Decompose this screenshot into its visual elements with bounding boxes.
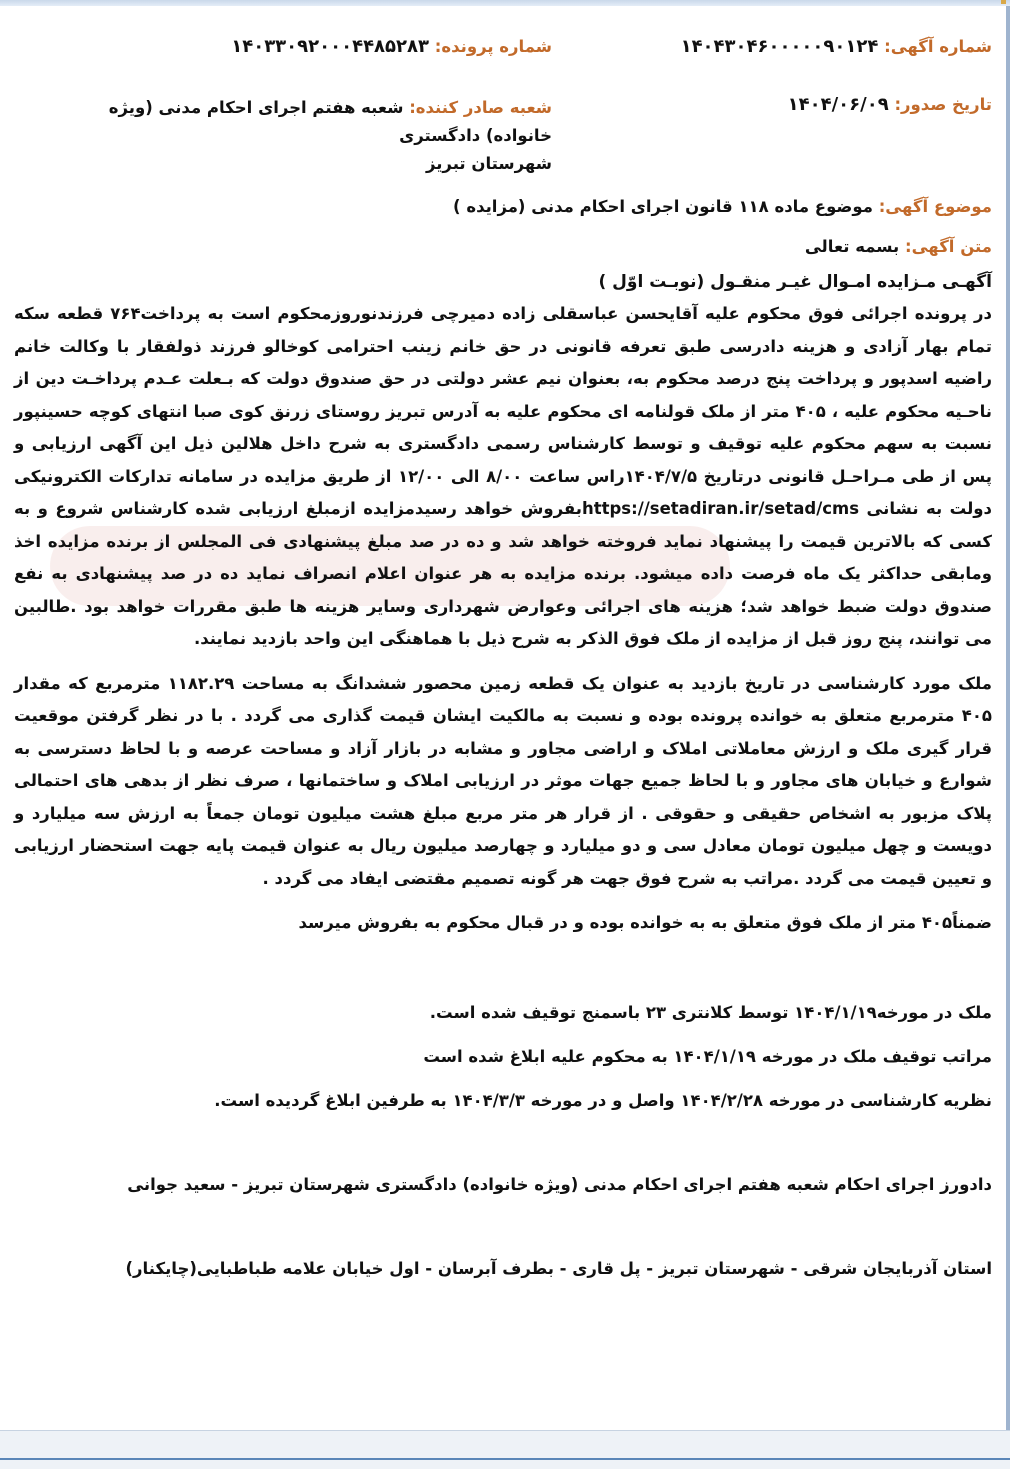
subject-value: موضوع ماده ۱۱۸ قانون اجرای احکام مدنی (مزایده ): [453, 197, 873, 216]
body-label-row: [14, 232, 992, 262]
seizure-line-3: نظریه کارشناسی در مورخه ۱۴۰۴/۲/۲۸ واصل و در مورخه ۱۴۰۴/۳/۳ به طرفین ابلاغ گردیده است.: [214, 1090, 992, 1110]
paragraph1-text-b: بفروش خواهد رسیدمزایده ازمبلغ ارزیابی شده کارشناس شروع و به کسی که بالاترین قیمت را پیشنهاد نماید فروخته خواهد شد و ده در صد مبلغ پیشنهادی فی المجلس از برنده مزایده اخذ ومابقی حداکثر یک ماه فرصت داده میشود. برنده مزایده به هر عنوان اعلام انصراف نماید ده در صد پیشنهادی به نفع صندوق دولت ضبط خواهد شد؛ هزینه های اجرائی وعوارض شهرداری وسایر هزینه ها طبق مقررات خواهد بود .طالبین می توانند، پنج روز قبل از مزایده از ملک فوق الذکر به شرح ذیل با هماهنگی این واحد بازدید نمایند.: [14, 499, 992, 648]
paragraph-note: ضمناً۴۰۵ متر از ملک فوق متعلق به به خوانده بوده و در قبال محکوم به بفروش میرسد: [298, 913, 992, 932]
subject-row: [14, 192, 992, 222]
corner-mark: [1001, 0, 1006, 4]
signature-line: دادورز اجرای احکام شعبه هفتم اجرای احکام مدنی (ویژه خانواده) دادگستری شهرستان تبریز - سعید جوانی: [127, 1174, 992, 1194]
seizure-line-1: ملک در مورخه۱۴۰۴/۱/۱۹ توسط کلانتری ۲۳ باسمنج توقیف شده است.: [429, 1002, 992, 1022]
header-row-2: [14, 94, 992, 182]
issue-date: [788, 94, 992, 115]
announcement-title: آگهـی مـزایده امـوال غیـر منقـول (نوبـت اوّل ): [598, 272, 992, 292]
announcement-document: [14, 36, 992, 1286]
seizure-line-2: مراتب توقیف ملک در مورخه ۱۴۰۴/۱/۱۹ به محکوم علیه ابلاغ شده است: [423, 1046, 992, 1066]
bottom-accent-line: [0, 1458, 1010, 1460]
ad-number-label: شماره آگهی:: [884, 37, 992, 56]
subject-label: موضوع آگهی:: [878, 197, 992, 216]
address-line: استان آذربایجان شرقی - شهرستان تبریز - پل قاری - بطرف آبرسان - اول خیابان علامه طباطبایی(چایکنار): [125, 1258, 992, 1278]
issuer-line1: شعبه هفتم اجرای احکام مدنی (ویژه خانواده) دادگستری: [108, 98, 552, 145]
issue-date-value: ۱۴۰۴/۰۶/۰۹: [787, 94, 889, 115]
issuer-line2: شهرستان تبریز: [425, 154, 552, 173]
issue-date-label: تاریخ صدور:: [894, 95, 992, 114]
ad-number: [681, 36, 992, 57]
ad-number-value: ۱۴۰۴۳۰۴۶۰۰۰۰۰۹۰۱۲۴: [680, 36, 879, 57]
bismillah: بسمه تعالی: [804, 237, 900, 256]
issuer-label: شعبه صادر کننده:: [409, 98, 552, 117]
case-number-value: ۱۴۰۳۳۰۹۲۰۰۰۴۴۸۵۲۸۳: [231, 36, 429, 57]
paragraph1-text-a: در پرونده اجرائی فوق محکوم علیه آقایحسن عباسقلی زاده دمیرچی فرزندنوروزمحکوم است به پرداخت۷۶۴ قطعه سکه تمام بهار آزادی و هزینه دادرسی طبق تعرفه قانونی در حق خانم زینب احترامی کوخالو فرزند ذولفقار با وکالت خانم راضیه اسدپور و پرداخت پنج درصد محکوم به، بعنوان نیم عشر دولتی در حق صندوق دولت که بـعلت عـدم پرداخـت دین از ناحـیه محکوم علیه ، ۴۰۵ متر از ملک قولنامه ای محکوم علیه به آدرس تبریز روستای زرنق کوی صبا انتهای کوچه حسینپور نسبت به سهم محکوم علیه توقیف و توسط کارشناس رسمی دادگستری به شرح داخل هلالین ذیل این آگهی ارزیابی و پس از طی مـراحـل قانونی درتاریخ ۱۴۰۴/۷/۵راس ساعت ۸/۰۰ الی ۱۲/۰۰ از طریق مزایده در سامانه تدارکات الکترونیکی دولت به نشانی: [14, 304, 993, 518]
case-number: [52, 36, 552, 57]
window-bottom-bar: [0, 1430, 1010, 1469]
body-label: متن آگهی:: [905, 237, 992, 256]
case-number-label: شماره پرونده:: [434, 37, 552, 56]
paragraph-auction-terms: [14, 298, 992, 656]
paragraph-appraisal: ملک مورد کارشناسی در تاریخ بازدید به عنوان یک قطعه زمین محصور ششدانگ به مساحت ۱۱۸۲.۲۹ مترمربع که مقدار ۴۰۵ مترمربع متعلق به خوانده پرونده بوده و نسبت به مالکیت ایشان قیمت گذاری می گردد . با در نظر گرفتن موقعیت قرار گیری ملک و ارزش معاملاتی املاک و اراضی مجاور و مشابه در بازار آزاد و مساحت عرصه و با لحاظ دسترسی به شوارع و خیابان های مجاور و با لحاظ جمیع جهات موثر در ارزیابی املاک و ساختمانها ، صرف نظر از بدهی های احتمالی پلاک مزبور به اشخاص حقیقی و حقوقی . از قرار هر متر مربع مبلغ هشت میلیون تومان جمعاً به ارزش سه میلیارد و دویست و چهل میلیون تومان معادل سی و دو میلیارد و چهارصد میلیون ریال به عنوان قیمت پایه جهت استحضار ارزیابی و تعیین قیمت می گردد .مراتب به شرح فوق جهت هر گونه تصمیم مقتضی ایفاد می گردد .: [14, 673, 992, 888]
header-row-1: [14, 36, 992, 94]
setad-link[interactable]: https://setadiran.ir/setad/cms: [581, 499, 860, 518]
issuer: [52, 94, 552, 178]
